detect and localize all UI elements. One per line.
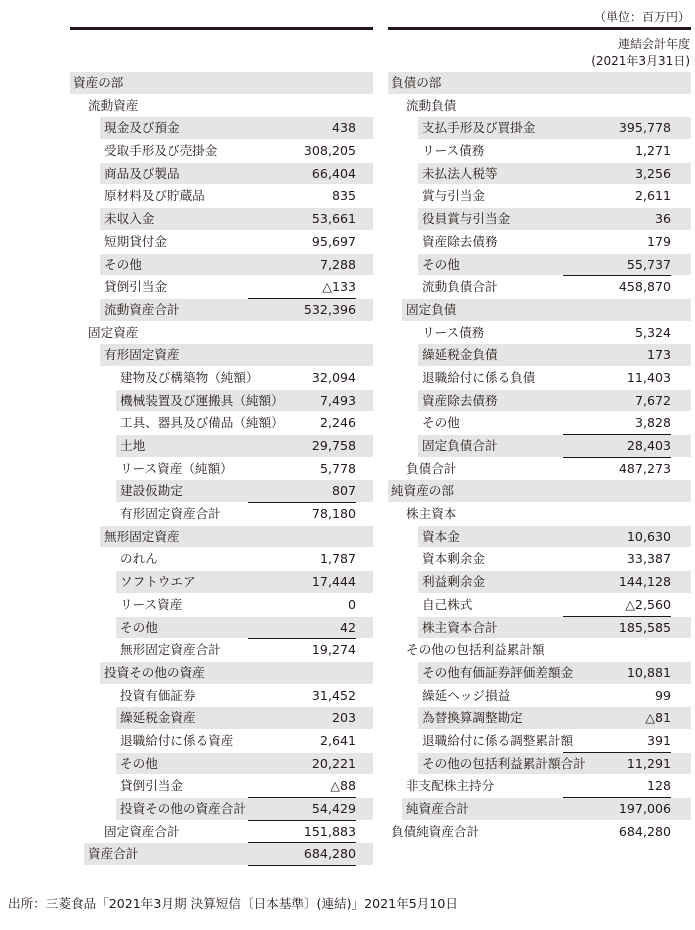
table-row: [388, 639, 691, 662]
table-row: [388, 821, 691, 844]
row-label: 資産除去債務: [422, 233, 498, 249]
table-row: [388, 458, 691, 481]
row-label: その他の包括利益累計額合計: [422, 755, 586, 771]
row-label: 資本剰余金: [422, 551, 485, 567]
row-label: 退職給付に係る資産: [120, 732, 234, 748]
row-label: その他: [104, 256, 142, 272]
row-value: 458,870: [618, 279, 671, 295]
table-row: [388, 322, 691, 345]
row-label: 負債合計: [406, 460, 457, 476]
table-row: [70, 458, 373, 481]
row-label: 繰延税金資産: [120, 710, 196, 726]
table-row: [388, 95, 691, 118]
row-value: 1,787: [319, 551, 356, 567]
row-label: その他の包括利益累計額: [406, 642, 545, 658]
table-row: [70, 254, 373, 277]
row-value: 308,205: [303, 143, 356, 159]
table-row: [70, 276, 373, 299]
row-value: 78,180: [311, 506, 356, 522]
row-label: その他: [120, 619, 158, 635]
row-value: 28,403: [563, 435, 671, 458]
row-label: 資本金: [422, 528, 460, 544]
table-row: [70, 231, 373, 254]
table-row: [388, 707, 691, 730]
row-label: ソフトウエア: [120, 574, 196, 590]
row-value: 3,256: [634, 165, 671, 181]
table-row: [70, 798, 373, 821]
row-label: のれん: [120, 551, 158, 567]
table-row: [388, 685, 691, 708]
row-label: 機械装置及び運搬具（純額）: [120, 392, 284, 408]
table-row: [388, 140, 691, 163]
row-label: 短期貸付金: [104, 233, 167, 249]
table-row: [70, 594, 373, 617]
row-value: 2,641: [319, 732, 356, 748]
table-row: [388, 367, 691, 390]
row-label: 役員賞与引当金: [422, 211, 511, 227]
table-row: [70, 571, 373, 594]
row-value: 3,828: [563, 412, 671, 435]
row-label: 負債の部: [391, 75, 442, 90]
row-value: △2,560: [563, 594, 671, 617]
row-label: 退職給付に係る調整累計額: [422, 732, 574, 748]
liabilities-table: [388, 72, 691, 843]
row-label: 退職給付に係る負債: [422, 369, 536, 385]
table-row: [70, 730, 373, 753]
row-label: 投資その他の資産: [104, 664, 205, 680]
row-label: 未収入金: [104, 211, 155, 227]
table-row: [70, 526, 373, 549]
row-label: 繰延税金負債: [422, 347, 498, 363]
row-value: 7,493: [319, 392, 356, 408]
row-label: 建物及び構築物（純額）: [120, 369, 259, 385]
row-label: 建設仮勘定: [120, 483, 183, 499]
row-label: 固定資産: [88, 324, 139, 340]
row-label: 貸倒引当金: [120, 778, 183, 794]
row-label: 無形固定資産合計: [120, 642, 221, 658]
table-row: [70, 412, 373, 435]
row-label: 資産除去債務: [422, 392, 498, 408]
row-value: 197,006: [618, 801, 671, 816]
row-value: 0: [347, 596, 356, 612]
period-header: 連結会計年度: [617, 37, 690, 51]
row-value: 144,128: [618, 574, 671, 590]
row-label: 自己株式: [422, 596, 473, 612]
table-row: [388, 163, 691, 186]
table-row: [70, 185, 373, 208]
row-label: 支払手形及び買掛金: [422, 120, 536, 136]
table-row: [70, 95, 373, 118]
row-value: 128: [563, 775, 671, 798]
row-value: 151,883: [248, 821, 356, 844]
table-row: [70, 322, 373, 345]
table-row: [70, 299, 373, 322]
row-value: 31,452: [311, 687, 356, 703]
row-value: 203: [331, 710, 356, 726]
table-row: [388, 548, 691, 571]
table-row: [388, 526, 691, 549]
row-value: 20,221: [311, 755, 356, 771]
top-rule-left: [70, 27, 373, 30]
unit-label: （単位：百万円）: [593, 10, 690, 24]
table-row: [70, 707, 373, 730]
table-row: [70, 208, 373, 231]
row-value: 487,273: [618, 460, 671, 476]
row-label: 流動負債: [406, 97, 457, 113]
row-label: 固定資産合計: [104, 823, 180, 839]
row-value: 11,291: [626, 755, 671, 771]
table-row: [388, 276, 691, 299]
row-label: 資産の部: [73, 75, 124, 90]
row-value: 19,274: [311, 642, 356, 658]
table-row: [70, 617, 373, 640]
row-value: 391: [563, 730, 671, 753]
row-label: 投資有価証券: [120, 687, 196, 703]
table-row: [388, 617, 691, 640]
row-label: 商品及び製品: [104, 165, 180, 181]
row-value: 395,778: [618, 120, 671, 136]
row-value: 99: [654, 687, 671, 703]
row-value: 179: [646, 233, 671, 249]
row-value: 684,280: [248, 843, 356, 866]
row-label: 無形固定資産: [104, 528, 180, 544]
row-label: 非支配株主持分: [406, 778, 495, 794]
table-row: [388, 435, 691, 458]
row-label: リース債務: [422, 143, 485, 159]
table-row: [70, 503, 373, 526]
row-value: 532,396: [303, 301, 356, 317]
row-value: 11,403: [626, 369, 671, 385]
row-label: 賞与引当金: [422, 188, 485, 204]
row-value: 173: [646, 347, 671, 363]
table-row: [388, 798, 691, 821]
row-value: 807: [248, 480, 356, 503]
table-row: [388, 231, 691, 254]
table-row: [70, 480, 373, 503]
row-value: 54,429: [248, 798, 356, 821]
table-row: [388, 503, 691, 526]
table-row: [70, 390, 373, 413]
table-row: [70, 117, 373, 140]
row-label: 原材料及び貯蔵品: [104, 188, 205, 204]
table-row: [388, 344, 691, 367]
row-value: 66,404: [311, 165, 356, 181]
row-value: 7,672: [634, 392, 671, 408]
table-row: [70, 685, 373, 708]
row-value: 2,611: [634, 188, 671, 204]
row-label: 工具、器具及び備品（純額）: [120, 415, 284, 431]
table-row: [70, 344, 373, 367]
row-value: 32,094: [311, 369, 356, 385]
table-row: [388, 390, 691, 413]
table-row: [70, 775, 373, 798]
table-row: [70, 662, 373, 685]
table-row: [388, 72, 691, 95]
row-label: リース資産（純額）: [120, 460, 233, 476]
row-value: 835: [331, 188, 356, 204]
row-value: 2,246: [319, 415, 356, 431]
row-label: リース債務: [422, 324, 485, 340]
table-row: [70, 843, 373, 866]
table-row: [388, 185, 691, 208]
row-label: 流動負債合計: [422, 279, 498, 295]
table-row: [70, 435, 373, 458]
table-row: [388, 730, 691, 753]
row-label: 貸倒引当金: [104, 279, 167, 295]
assets-table: [70, 72, 373, 866]
row-label: 資産合計: [88, 846, 139, 862]
table-row: [70, 821, 373, 844]
row-label: 繰延ヘッジ損益: [422, 687, 511, 703]
row-label: 固定負債合計: [422, 438, 498, 453]
table-row: [70, 140, 373, 163]
top-rule-right: [388, 27, 691, 30]
table-row: [70, 639, 373, 662]
table-row: [388, 571, 691, 594]
period-date: (2021年3月31日): [591, 54, 690, 68]
row-label: 純資産の部: [391, 483, 454, 499]
row-value: 5,324: [634, 324, 671, 340]
table-row: [388, 662, 691, 685]
table-row: [70, 72, 373, 95]
row-value: 10,881: [626, 664, 671, 680]
row-value: △88: [248, 775, 356, 798]
table-row: [70, 367, 373, 390]
row-value: 95,697: [311, 233, 356, 249]
row-value: 7,288: [319, 256, 356, 272]
table-row: [388, 254, 691, 277]
row-value: △133: [248, 276, 356, 299]
table-row: [388, 775, 691, 798]
row-value: 185,585: [618, 619, 671, 635]
row-value: 33,387: [626, 551, 671, 567]
row-label: 受取手形及び売掛金: [104, 143, 218, 159]
row-value: 29,758: [311, 438, 356, 453]
row-value: 17,444: [311, 574, 356, 590]
row-label: その他有価証券評価差額金: [422, 664, 574, 680]
table-row: [70, 163, 373, 186]
row-label: 土地: [120, 438, 146, 453]
table-row: [70, 548, 373, 571]
row-label: 有形固定資産: [104, 347, 180, 363]
row-value: 53,661: [311, 211, 356, 227]
source-note: 出所：三菱食品「2021年3月期 決算短信〔日本基準〕(連結)」2021年5月10日: [8, 896, 459, 911]
table-row: [388, 208, 691, 231]
row-value: 5,778: [319, 460, 356, 476]
table-row: [388, 753, 691, 776]
row-label: リース資産: [120, 596, 183, 612]
table-row: [388, 299, 691, 322]
row-value: 42: [248, 617, 356, 640]
row-label: 為替換算調整勘定: [422, 710, 523, 726]
row-label: その他: [422, 415, 460, 431]
row-label: 負債純資産合計: [391, 823, 480, 839]
row-label: 現金及び預金: [104, 120, 180, 136]
row-label: 未払法人税等: [422, 165, 498, 181]
row-label: 純資産合計: [406, 801, 469, 816]
row-label: 利益剰余金: [422, 574, 485, 590]
row-value: △81: [645, 710, 671, 726]
row-value: 55,737: [563, 254, 671, 277]
table-row: [388, 117, 691, 140]
row-label: その他: [120, 755, 158, 771]
row-value: 10,630: [626, 528, 671, 544]
table-row: [388, 480, 691, 503]
row-label: 流動資産: [88, 97, 139, 113]
row-value: 36: [654, 211, 671, 227]
table-row: [70, 753, 373, 776]
row-label: その他: [422, 256, 460, 272]
row-label: 固定負債: [406, 301, 457, 317]
row-value: 438: [331, 120, 356, 136]
row-label: 投資その他の資産合計: [120, 801, 246, 816]
row-value: 684,280: [618, 823, 671, 839]
row-label: 株主資本: [406, 506, 457, 522]
row-label: 有形固定資産合計: [120, 506, 221, 522]
row-label: 流動資産合計: [104, 301, 180, 317]
table-row: [388, 594, 691, 617]
table-row: [388, 412, 691, 435]
row-value: 1,271: [634, 143, 671, 159]
row-label: 株主資本合計: [422, 619, 498, 635]
